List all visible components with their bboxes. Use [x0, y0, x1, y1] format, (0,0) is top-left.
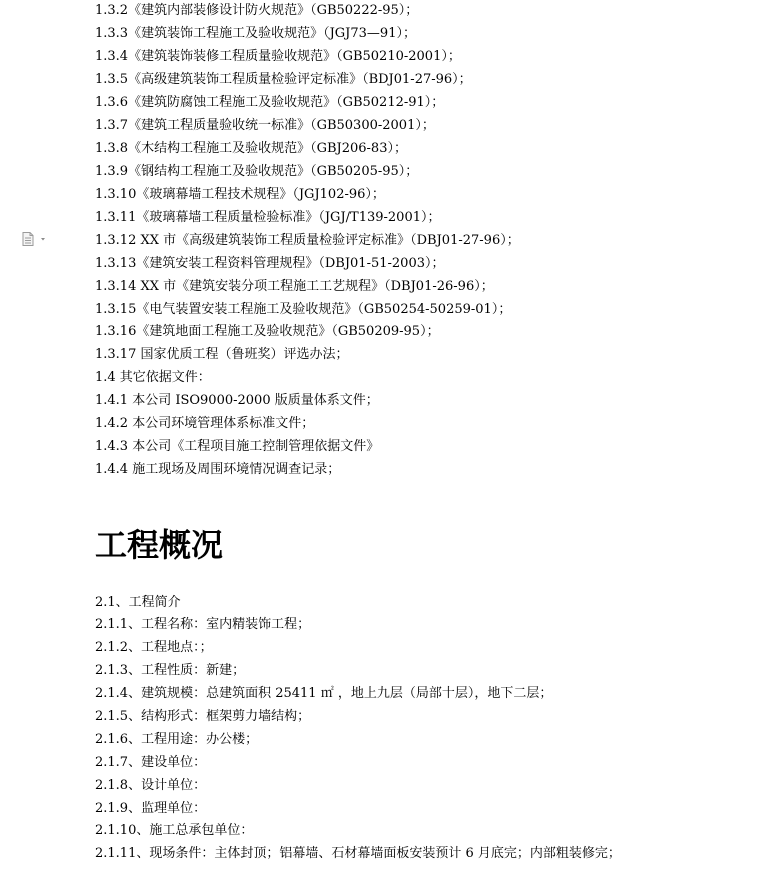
list-item: 2.1.8、设计单位： [95, 778, 207, 793]
list-item: 1.3.12 XX 市《高级建筑装饰工程质量检验评定标准》（DBJ01-27-96）； [95, 233, 520, 248]
list-item: 1.3.6《建筑防腐蚀工程施工及验收规范》（GB50212-91）； [95, 95, 445, 110]
list-item: 2.1、工程简介 [95, 595, 181, 610]
list-item: 1.4 其它依据文件： [95, 370, 211, 385]
list-item: 1.4.1 本公司 ISO9000-2000 版质量体系文件； [95, 393, 379, 408]
list-item: 2.1.3、工程性质：新建； [95, 663, 246, 678]
list-item: 1.3.7《建筑工程质量验收统一标准》（GB50300-2001）； [95, 118, 435, 133]
list-item: 1.4.2 本公司环境管理体系标准文件； [95, 416, 315, 431]
list-item: 1.3.16《建筑地面工程施工及验收规范》（GB50209-95）； [95, 324, 440, 339]
list-item: 1.3.4《建筑装饰装修工程质量验收规范》（GB50210-2001）； [95, 49, 461, 64]
list-item: 1.3.8《木结构工程施工及验收规范》（GBJ206-83）； [95, 141, 407, 156]
list-item: 1.4.4 施工现场及周围环境情况调查记录； [95, 462, 341, 477]
list-item: 2.1.11、现场条件：主体封顶；铝幕墙、石材幕墙面板安装预计 6 月底完；内部粗装修完； [95, 846, 621, 861]
list-item: 1.3.9《钢结构工程施工及验收规范》（GB50205-95）； [95, 164, 419, 179]
list-item: 1.3.14 XX 市《建筑安装分项工程施工工艺规程》（DBJ01-26-96）； [95, 279, 494, 294]
list-item: 2.1.4、建筑规模：总建筑面积 25411 ㎡ ，地上九层（局部十层），地下二层； [95, 686, 553, 701]
list-item: 1.3.11《玻璃幕墙工程质量检验标准》（JGJ/T139-2001）； [95, 210, 441, 225]
list-item: 1.3.10《玻璃幕墙工程技术规程》（JGJ102-96）； [95, 187, 385, 202]
list-item: 2.1.6、工程用途：办公楼； [95, 732, 259, 747]
list-item: 2.1.7、建设单位： [95, 755, 207, 770]
list-item: 1.3.3《建筑装饰工程施工及验收规范》（JGJ73—91）； [95, 26, 416, 41]
list-item: 2.1.5、结构形式：框架剪力墙结构； [95, 709, 311, 724]
list-item: 1.3.5《高级建筑装饰工程质量检验评定标准》（BDJ01-27-96）； [95, 72, 472, 87]
list-item: 2.1.2、工程地点：； [95, 640, 213, 655]
document-options-icon[interactable] [22, 231, 48, 245]
list-item: 2.1.1、工程名称：室内精装饰工程； [95, 617, 311, 632]
list-item: 2.1.9、监理单位： [95, 801, 207, 816]
list-item: 1.3.2《建筑内部装修设计防火规范》（GB50222-95）； [95, 3, 419, 18]
list-item: 1.3.13《建筑安装工程资料管理规程》（DBJ01-51-2003）； [95, 256, 445, 271]
list-item: 2.1.10、施工总承包单位： [95, 823, 254, 838]
section-heading: 工程概况 [95, 526, 224, 564]
list-item: 1.3.17 国家优质工程（鲁班奖）评选办法； [95, 347, 349, 362]
list-item: 1.3.15《电气装置安装工程施工及验收规范》（GB50254-50259-01）； [95, 302, 512, 317]
list-item: 1.4.3 本公司《工程项目施工控制管理依据文件》 [95, 439, 380, 454]
